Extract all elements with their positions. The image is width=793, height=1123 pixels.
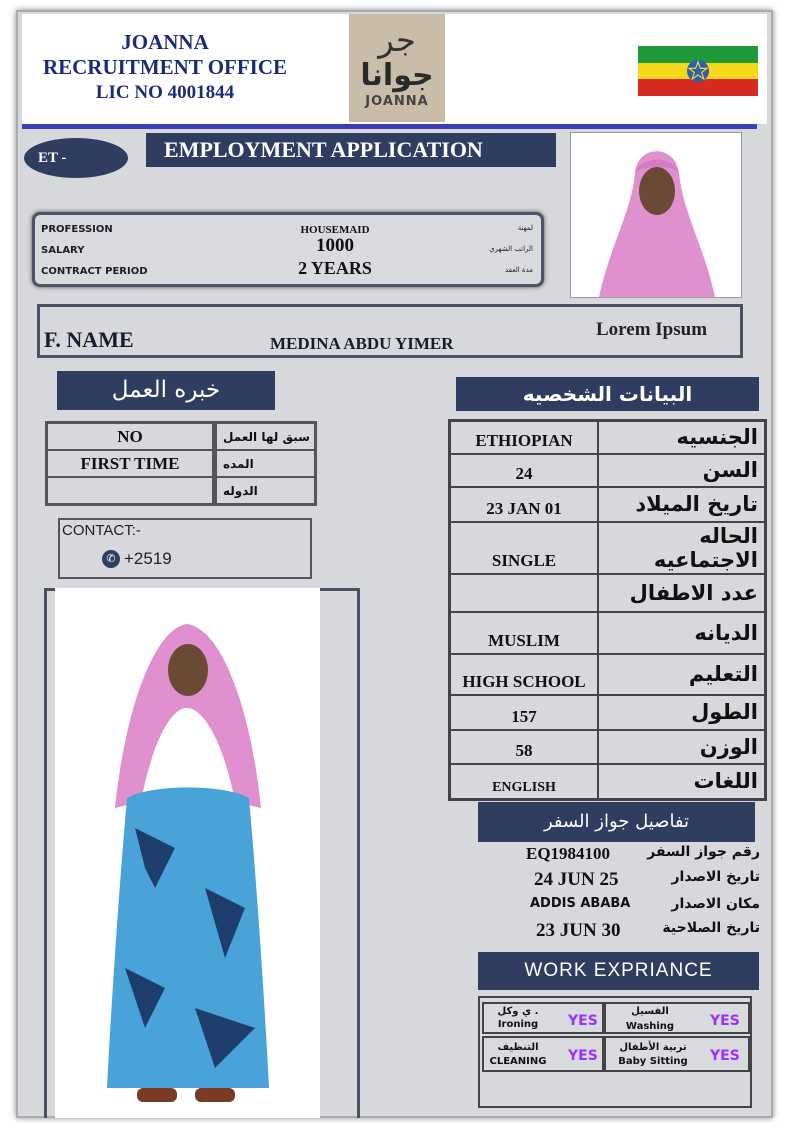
passport-expiry-value: 23 JUN 30 <box>536 920 621 941</box>
experience-table <box>45 421 317 506</box>
personal-key: الديانه <box>598 612 766 654</box>
table-row <box>450 487 766 522</box>
portrait-figure <box>571 133 741 297</box>
personal-key: عدد الاطفال <box>598 574 766 612</box>
personal-value: 58 <box>450 730 599 764</box>
phone-icon: ✆ <box>102 550 120 568</box>
logo-arabic-text: جوانا <box>360 58 434 93</box>
salary-value: 1000 <box>316 235 354 256</box>
passport-number-value: EQ1984100 <box>526 844 611 863</box>
table-row <box>450 574 766 612</box>
personal-value <box>450 574 599 612</box>
company-logo <box>349 14 445 122</box>
profession-value: HOUSEMAID <box>300 224 370 236</box>
personal-value: 24 <box>450 454 599 487</box>
skill-arabic-label: ي وكل . <box>497 1006 539 1017</box>
arabic-name-placeholder: Lorem Ipsum <box>596 319 708 340</box>
full-name-value: MEDINA ABDU YIMER <box>270 334 454 353</box>
logo-mark: جر <box>378 21 416 59</box>
personal-key: التعليم <box>598 654 766 695</box>
skills-box <box>478 996 752 1108</box>
passport-number-row <box>480 844 760 868</box>
table-row <box>450 612 766 654</box>
portrait-photo <box>570 132 742 298</box>
personal-value: 157 <box>450 695 599 730</box>
passport-place-row <box>480 896 760 918</box>
table-row <box>450 421 766 454</box>
skill-value: YES <box>568 1013 598 1029</box>
profession-label: PROFESSION <box>41 224 113 235</box>
passport-expiry-row <box>480 920 760 944</box>
table-row <box>450 764 766 800</box>
full-name-label: F. NAME <box>44 327 134 352</box>
skill-english-label: Baby Sitting <box>618 1056 688 1067</box>
passport-place-value: ADDIS ABABA <box>530 896 631 911</box>
office-name <box>30 30 300 105</box>
table-row <box>47 423 316 451</box>
ethiopia-flag-icon <box>638 46 758 96</box>
personal-value: ENGLISH <box>450 764 599 800</box>
skill-english-label: CLEANING <box>489 1056 547 1067</box>
skill-arabic-label: تربية الأطفال <box>619 1042 687 1053</box>
personal-key: الطول <box>598 695 766 730</box>
contact-phone: +2519 <box>124 549 172 568</box>
profession-arabic-label: لمهنة <box>517 224 533 232</box>
personal-key: الوزن <box>598 730 766 764</box>
passport-expiry-label: تاريخ الصلاحية <box>662 920 760 936</box>
personal-key: تاريخ الميلاد <box>598 487 766 522</box>
skill-arabic-label: الفسيل <box>631 1006 669 1017</box>
passport-number-label: رقم جواز السفر <box>647 844 760 860</box>
reference-badge: ET - <box>24 138 128 178</box>
personal-key: الحاله الاجتماعيه <box>598 522 766 574</box>
experience-key: المده <box>215 450 316 477</box>
personal-value: MUSLIM <box>450 612 599 654</box>
personal-key: اللغات <box>598 764 766 800</box>
full-body-figure <box>55 588 320 1118</box>
personal-key: السن <box>598 454 766 487</box>
skill-ironing <box>482 1002 604 1034</box>
office-line-1: JOANNA <box>121 30 209 54</box>
logo-english-text: JOANNA <box>365 94 429 109</box>
passport-issue-value: 24 JUN 25 <box>534 869 619 890</box>
personal-value: ETHIOPIAN <box>450 421 599 454</box>
table-row <box>450 730 766 764</box>
skill-english-label: Ironing <box>497 1019 539 1030</box>
skill-baby-sitting <box>604 1036 750 1072</box>
experience-value <box>47 477 215 505</box>
table-row <box>47 450 316 477</box>
experience-key: سبق لها العمل <box>215 423 316 451</box>
experience-value: FIRST TIME <box>47 450 215 477</box>
passport-header: تفاصيل جواز السفر <box>478 802 755 842</box>
job-details-box <box>32 212 544 287</box>
personal-data-header: البيانات الشخصيه <box>456 377 759 411</box>
salary-arabic-label: الراتب الشهري <box>489 245 533 253</box>
personal-value: HIGH SCHOOL <box>450 654 599 695</box>
table-row <box>450 695 766 730</box>
contact-box <box>58 518 312 579</box>
table-row <box>450 454 766 487</box>
contract-period-arabic-label: مدة العقد <box>505 266 533 274</box>
passport-issue-label: تاريخ الاصدار <box>671 869 760 885</box>
personal-value: 23 JAN 01 <box>450 487 599 522</box>
salary-label: SALARY <box>41 245 85 256</box>
table-row <box>450 522 766 574</box>
contract-period-label: CONTRACT PERIOD <box>41 266 148 277</box>
table-row <box>450 654 766 695</box>
experience-value: NO <box>47 423 215 451</box>
header-divider <box>22 124 757 129</box>
passport-issue-row <box>480 869 760 893</box>
skill-cleaning <box>482 1036 604 1072</box>
experience-key: الدوله <box>215 477 316 505</box>
skill-arabic-label: التنظيف <box>497 1042 539 1053</box>
skill-english-label: Washing <box>625 1021 675 1032</box>
table-row <box>47 477 316 505</box>
page-title: EMPLOYMENT APPLICATION <box>146 133 556 167</box>
office-line-2: RECRUITMENT OFFICE <box>42 55 288 79</box>
contract-period-value: 2 YEARS <box>298 258 372 278</box>
contact-label: CONTACT:- <box>62 522 141 539</box>
skill-value: YES <box>568 1048 598 1064</box>
passport-place-label: مكان الاصدار <box>671 896 760 912</box>
personal-key: الجنسيه <box>598 421 766 454</box>
skill-value: YES <box>710 1048 740 1064</box>
skill-washing <box>604 1002 750 1034</box>
work-experience-header: WORK EXPRIANCE <box>478 952 759 990</box>
office-license: LIC NO 4001844 <box>95 82 235 103</box>
full-body-photo <box>55 588 320 1118</box>
personal-value: SINGLE <box>450 522 599 574</box>
experience-header: خبره العمل <box>57 371 275 410</box>
personal-data-table <box>448 419 767 801</box>
skill-value: YES <box>710 1013 740 1029</box>
